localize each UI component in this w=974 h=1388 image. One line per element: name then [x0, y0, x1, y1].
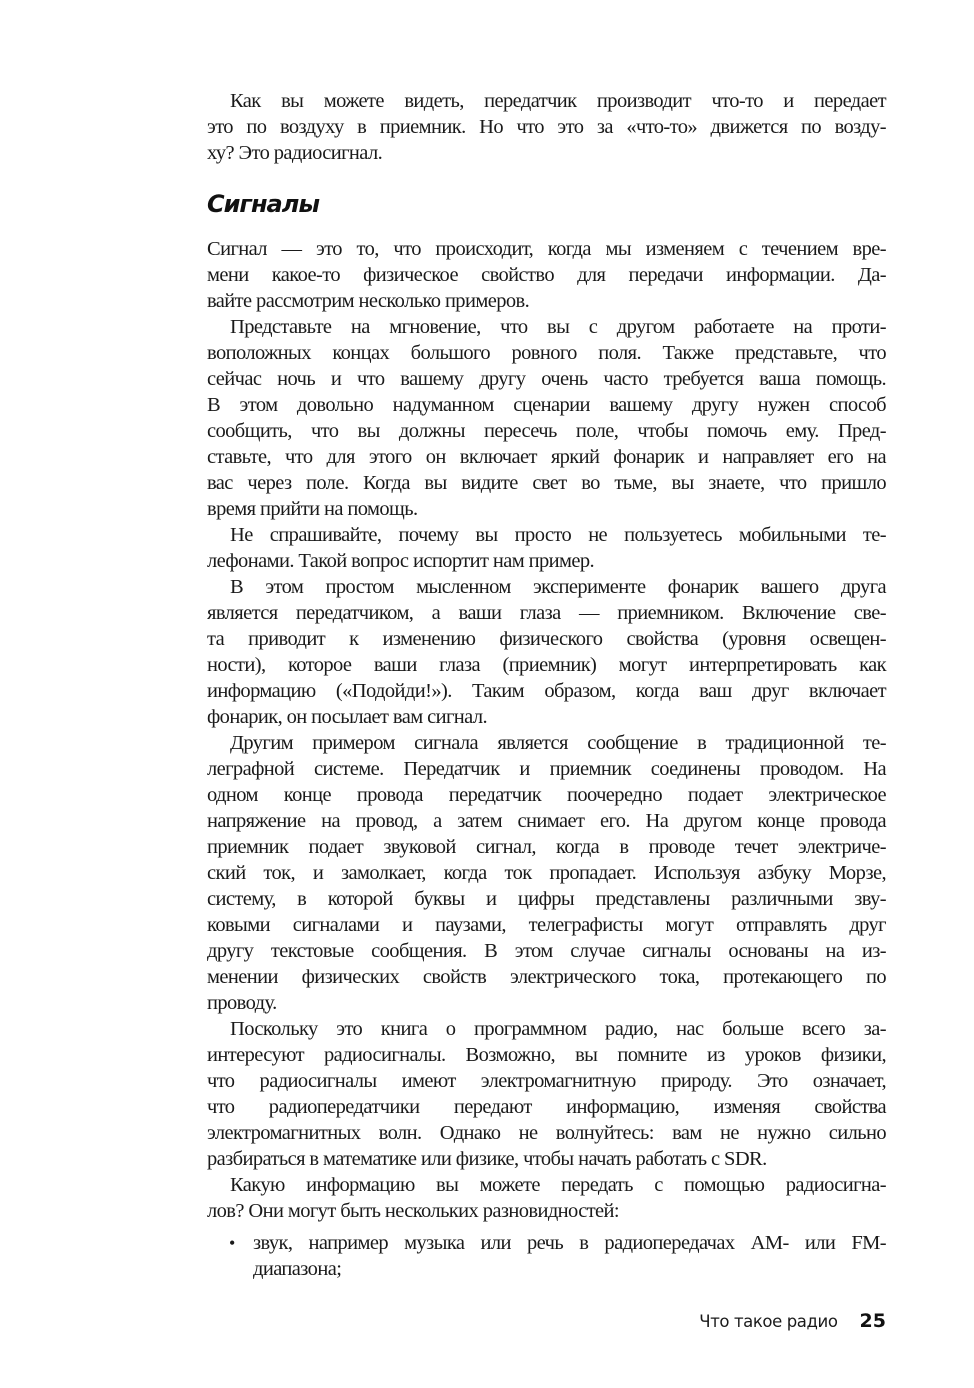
text-line: мени какое-то физическое свойство для передачи информации. Да- [207, 264, 886, 286]
text-line: что радиосигналы имеют электромагнитную природу. Это означает, [207, 1070, 886, 1092]
text-line: другу текстовые сообщения. В этом случае сигналы основаны на из- [207, 940, 886, 962]
text-line: лов? Они могут быть нескольких разновидностей: [207, 1200, 620, 1222]
paragraph [207, 1016, 886, 1172]
bullet-list [207, 1230, 886, 1282]
section-heading: Сигналы [207, 190, 320, 218]
text-line: Не спрашивайте, почему вы просто не пользуетесь мобильными те- [230, 524, 886, 546]
text-line: информацию («Подойди!»). Таким образом, когда ваш друг включает [207, 680, 886, 702]
text-line: фонарик, он посылает вам сигнал. [207, 706, 487, 728]
text-line: ности), которое ваши глаза (приемник) могут интерпретировать как [207, 654, 886, 676]
text-line: электромагнитных волн. Однако не волнуйтесь: вам не нужно сильно [207, 1122, 886, 1144]
text-line: Какую информацию вы можете передать с помощью радиосигна- [230, 1174, 886, 1196]
text-line: систему, в которой буквы и цифры представлены различными зву- [207, 888, 886, 910]
paragraph [207, 1172, 886, 1224]
text-line: ставьте, что для этого он включает яркий фонарик и направляет его на [207, 446, 886, 468]
text-line: сейчас ночь и что вашему другу очень часто требуется ваша помощь. [207, 368, 886, 390]
paragraph [207, 730, 886, 1016]
text-line: приемник подает звуковой сигнал, когда в проводе течет электриче- [207, 836, 886, 858]
text-line: ский ток, и замолкает, когда ток пропадает. Используя азбуку Морзе, [207, 862, 886, 884]
text-line: диапазона; [253, 1258, 342, 1280]
intro-paragraph [207, 88, 886, 166]
text-line: менении физических свойств электрического тока, протекающего по [207, 966, 886, 988]
paragraph [207, 522, 886, 574]
text-line: Сигнал — это то, что происходит, когда мы изменяем с течением вре- [207, 238, 886, 260]
text-line: это по воздуху в приемник. Но что это за «что-то» движется по возду- [207, 116, 886, 138]
text-line: В этом простом мысленном эксперименте фонарик вашего друга [230, 576, 886, 598]
text-line: звук, например музыка или речь в радиопередачах AM- или FM- [253, 1232, 886, 1254]
text-line: одном конце провода передатчик поочередно подает электрическое [207, 784, 886, 806]
text-line: Представьте на мгновение, что вы с другом работаете на проти- [230, 316, 886, 338]
bullet-marker-icon: • [229, 1233, 236, 1253]
text-line: вас через поле. Когда вы видите свет во тьме, вы знаете, что пришло [207, 472, 886, 494]
text-line: интересуют радиосигналы. Возможно, вы помните из уроков физики, [207, 1044, 886, 1066]
text-line: та приводит к изменению физического свойства (уровня освещен- [207, 628, 886, 650]
text-line: Другим примером сигнала является сообщение в традиционной те- [230, 732, 886, 754]
page-body [207, 88, 886, 1282]
text-line: является передатчиком, а ваши глаза — приемником. Включение све- [207, 602, 886, 624]
text-line: Поскольку это книга о программном радио, нас больше всего за- [230, 1018, 886, 1040]
text-line: проводу. [207, 992, 277, 1014]
text-line: ху? Это радиосигнал. [207, 142, 383, 164]
text-line: ковыми сигналами и паузами, телеграфисты могут отправлять друг [207, 914, 886, 936]
text-line: сообщить, что вы должны пересечь поле, чтобы помочь ему. Пред- [207, 420, 886, 442]
text-line: напряжение на провод, а затем снимает его. На другом конце провода [207, 810, 886, 832]
running-title: Что такое радио [699, 1312, 838, 1331]
text-line: В этом довольно надуманном сценарии вашему другу нужен способ [207, 394, 886, 416]
text-line: разбираться в математике или физике, чтобы начать работать с SDR. [207, 1148, 767, 1170]
text-line: вайте рассмотрим несколько примеров. [207, 290, 530, 312]
paragraph [207, 314, 886, 522]
text-line: Как вы можете видеть, передатчик производит что-то и передает [230, 90, 886, 112]
text-line: время прийти на помощь. [207, 498, 418, 520]
page-footer [699, 1306, 886, 1336]
text-line: леграфной системе. Передатчик и приемник соединены проводом. На [207, 758, 886, 780]
page-number: 25 [859, 1310, 886, 1332]
text-line: лефонами. Такой вопрос испортит нам пример. [207, 550, 595, 572]
text-line: что радиопередатчики передают информацию, изменяя свойства [207, 1096, 886, 1118]
paragraph [207, 236, 886, 314]
bullet-item [207, 1230, 886, 1282]
paragraph [207, 574, 886, 730]
text-line: воположных концах большого ровного поля. Также представьте, что [207, 342, 886, 364]
